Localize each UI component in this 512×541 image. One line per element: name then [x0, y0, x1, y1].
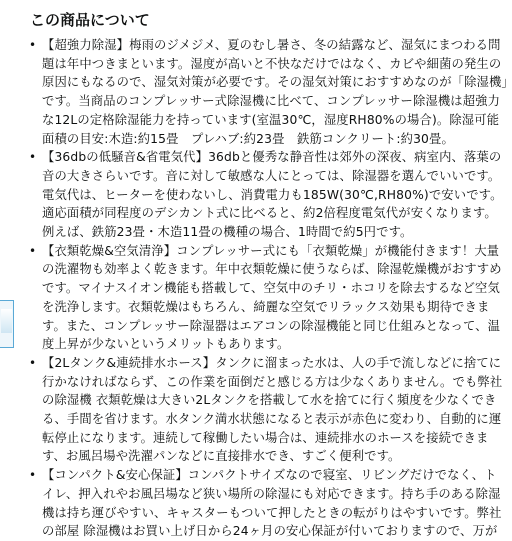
feature-bullet-tank: • 【2Lタンク&連続排水ホース】タンクに溜まった水は、人の手で流しなどに捨てに行かなければならず、この作業を面倒だと感じる方は少なくありません。でも弊社の除湿機 衣類乾燥は大きい2Lタンクを搭載して水を捨てに行く頻度を少なくできる、手間を省けます。水タンク満水状態になると表示が赤色に変わり、自動的に運転停止になります。連続して稼働したい場合は、連続排水のホースを接続できます、お風呂場や洗濯パンなどに直接排水でき、すごく便利です。 [42, 354, 508, 466]
thumbnail-image [1, 309, 12, 333]
about-this-item-section [28, 10, 508, 541]
section-title: この商品について [30, 11, 150, 29]
side-thumbnail[interactable] [0, 300, 14, 348]
feature-bullet-laundry: • 【衣類乾燥&空気清浄】コンプレッサー式にも「衣類乾燥」が機能付きます！大量の洗濯物も効率よく乾きます。年中衣類乾燥に使うならば、除湿乾燥機がおすすめです。マイナスイオン機能も搭載して、空気中のチリ・ホコリを除去するなど空気を洗浄します。衣類乾燥はもちろん、綺麗な空気でリラックス効果も期待できます。また、コンプレッサー除湿器はエアコンの除湿機能と同じ仕組みとなって、温度上昇が少ないというメリットもあります。 [42, 242, 508, 354]
feature-bullet-quiet: • 【36dbの低騒音&省電気代】36dbと優秀な静音性は郊外の深夜、病室内、落葉の音の大きさらいです。音に対して敏感な人にとっては、除湿器を選んでいいです。電気代は、ヒーターを使わないし、消費電力も185W(30℃,RH80%)で安いです。適応面積が同程度のデシカント式に比べると、約2倍程度電気代が安くなります。例えば、鉄筋23畳・木造11畳の機種の場合、1時間で約5円です。 [42, 148, 508, 242]
feature-bullet-list [28, 36, 508, 541]
feature-bullet-compact: • 【コンパクト&安心保証】コンパクトサイズなので寝室、リビングだけでなく、トイレ、押入れやお風呂場など狭い場所の除湿にも対応できます。持ち手のある除湿機は持ち運びやすい、キャスターもついて押したときの転がりはやすいです。弊社の部屋 除湿機はお買い上げ日から24ヶ月の安心保証が付いておりますので、万が [42, 466, 508, 541]
feature-bullet-dehumidify: • 【超強力除湿】梅雨のジメジメ、夏のむし暑さ、冬の結露など、湿気にまつわる問題は年中つきまといます。湿度が高いと不快なだけではなく、カビや細菌の発生の原因にもなるので、湿気対策が必要です。その湿気対策におすすめなのが「除湿機」です。当商品のコンプレッサー式除湿機に比べて、コンプレッサー除湿機は超強力な12Lの定格除湿能力を持っています(室温30℃，湿度RH80%の場合)。除湿可能面積の目安:木造:約15畳 プレハブ:約23畳 鉄筋コンクリート:約30畳。 [42, 36, 508, 148]
left-edge [0, 0, 14, 494]
